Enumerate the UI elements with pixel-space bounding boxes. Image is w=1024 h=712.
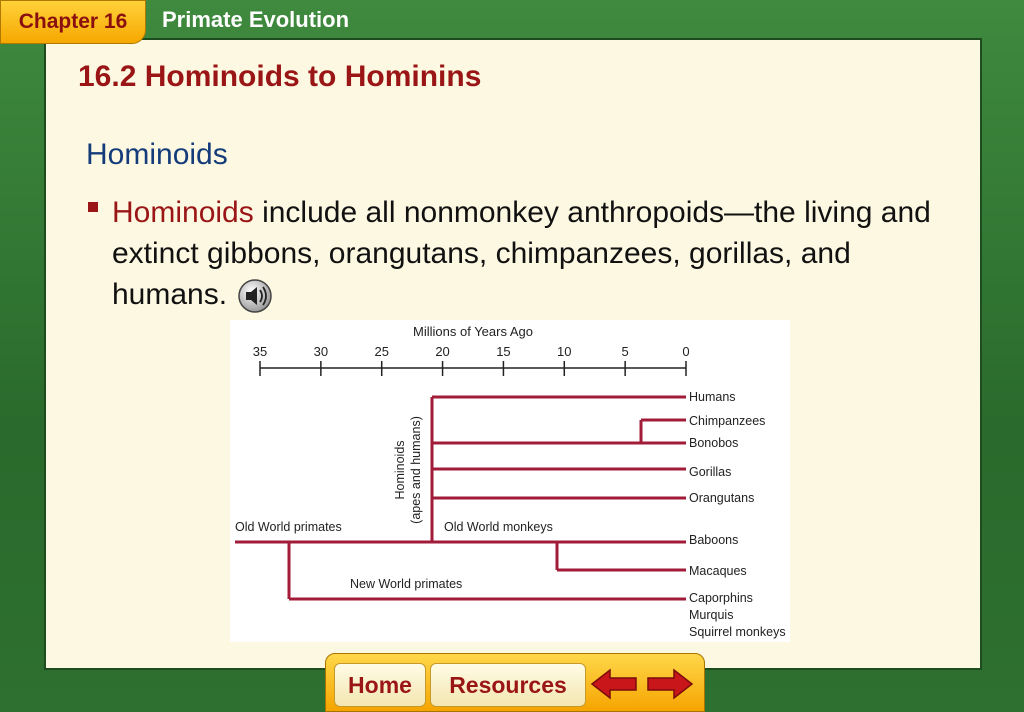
hominoids-label-line2: (apes and humans)	[409, 416, 423, 524]
bullet-body: include all nonmonkey anthropoids—the living and extinct gibbons, orangutans, chimpanzees, gorillas, and humans.	[112, 196, 931, 311]
hominoids-label-line1: Hominoids	[393, 440, 407, 500]
navigation-bar	[325, 653, 705, 712]
subheading: Hominoids	[86, 138, 228, 171]
axis-tick-label: 0	[682, 344, 690, 359]
axis-tick-label: 30	[313, 344, 329, 359]
resources-button[interactable]: Resources	[430, 663, 586, 707]
leaf-humans: Humans	[689, 390, 736, 404]
leaf-baboons: Baboons	[689, 533, 739, 547]
home-button[interactable]: Home	[334, 663, 426, 707]
leaf-orangutans: Orangutans	[689, 491, 755, 505]
new-world-primates-label: New World primates	[350, 577, 463, 591]
leaf-caporphins: Caporphins	[689, 591, 753, 605]
topic-title: Primate Evolution	[162, 7, 350, 32]
axis-tick-label: 5	[621, 344, 629, 359]
leaf-chimpanzees: Chimpanzees	[689, 414, 766, 428]
chapter-tab[interactable]: Chapter 16	[0, 0, 146, 44]
arrow-right-icon[interactable]	[644, 666, 696, 702]
axis-tick-label: 25	[374, 344, 389, 359]
old-world-monkeys-label: Old World monkeys	[444, 520, 553, 534]
leaf-gorillas: Gorillas	[689, 465, 732, 479]
section-title: 16.2 Hominoids to Hominins	[78, 60, 482, 93]
axis-tick-label: 35	[252, 344, 268, 359]
axis-tick-label: 10	[557, 344, 572, 359]
leaf-murquis: Murquis	[689, 608, 734, 622]
arrow-left-icon[interactable]	[588, 666, 640, 702]
bullet-marker	[88, 202, 98, 212]
branches	[235, 397, 686, 599]
axis-title: Millions of Years Ago	[413, 324, 533, 339]
bullet-text	[112, 192, 942, 315]
key-term: Hominoids	[112, 196, 254, 229]
axis-tick-label: 15	[496, 344, 511, 359]
leaf-macaques: Macaques	[689, 564, 747, 578]
axis-tick-label: 20	[435, 344, 450, 359]
leaf-squirrel-monkeys: Squirrel monkeys	[689, 625, 786, 639]
old-world-primates-label: Old World primates	[235, 520, 342, 534]
phylogenetic-tree	[230, 320, 790, 642]
speaker-icon[interactable]	[237, 278, 273, 314]
leaf-bonobos: Bonobos	[689, 436, 739, 450]
